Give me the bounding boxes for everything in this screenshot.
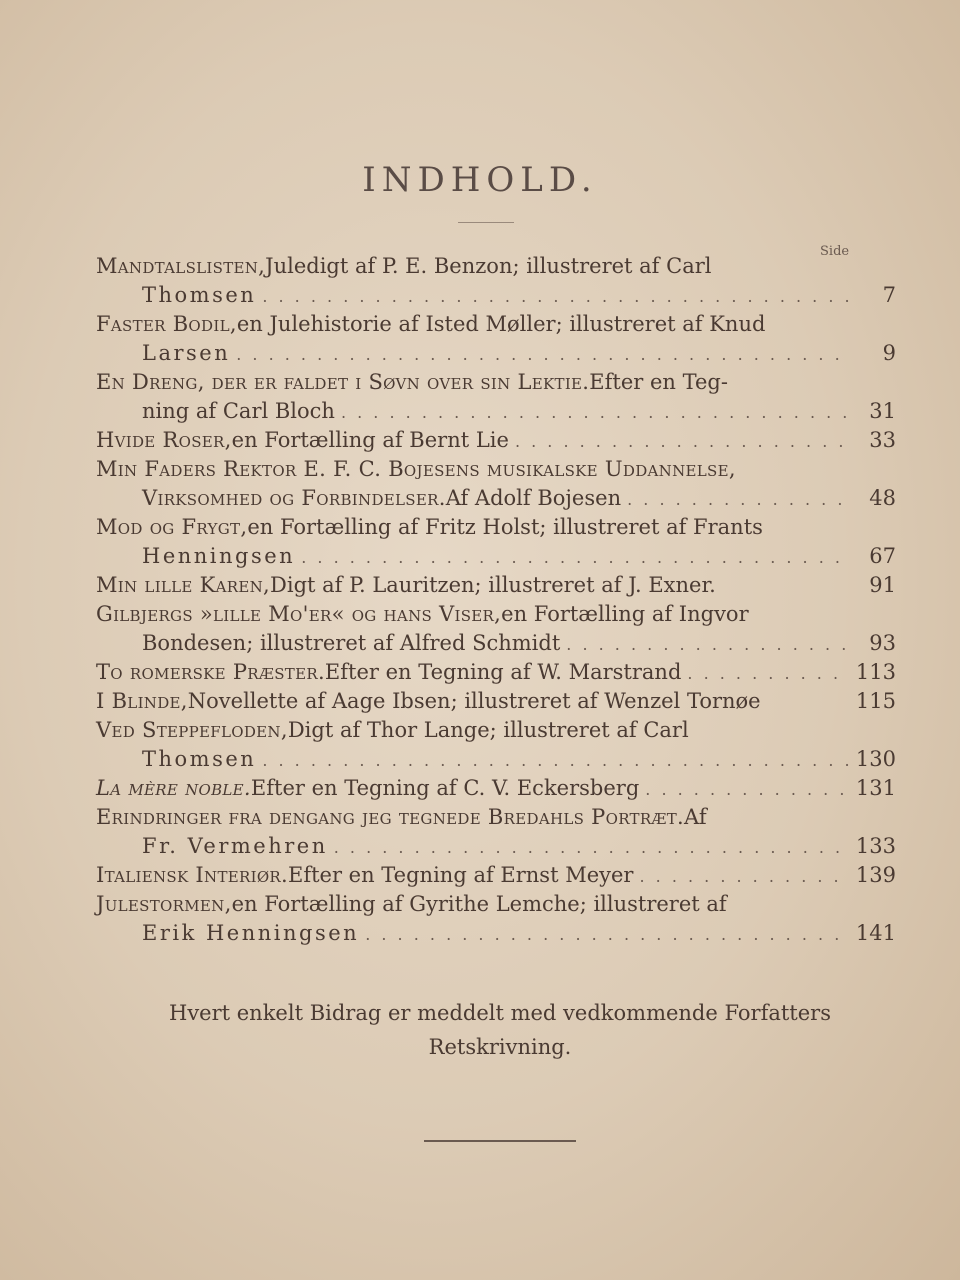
toc-entry[interactable] (96, 600, 896, 658)
entry-description: Digt af P. Lauritzen; illustreret af J. Exner. (270, 573, 716, 597)
entry-page-number: 131 (855, 776, 896, 800)
entry-page-number: 115 (855, 689, 896, 713)
entry-description: Novellette af Aage Ibsen; illustreret af Wenzel Tornøe (187, 689, 761, 713)
dot-leader (341, 398, 852, 427)
dot-leader (262, 282, 852, 311)
entry-title: Min lille Karen, (96, 573, 271, 597)
entry-continuation: Bondesen; illustreret af Alfred Schmidt (142, 631, 561, 655)
entry-page-number: 133 (855, 834, 896, 858)
entry-page-number: 9 (882, 341, 896, 365)
toc-entry[interactable] (96, 716, 896, 774)
entry-title: Min Faders Rektor E. F. C. Bojesens musikalske Uddannelse, (96, 457, 736, 481)
entry-title: Hvide Roser, (96, 428, 232, 452)
dot-leader (627, 485, 852, 514)
entry-continuation: Thomsen (142, 747, 257, 771)
entry-description: Af (684, 805, 707, 829)
toc-entry[interactable] (96, 368, 896, 426)
dot-leader (365, 920, 850, 949)
spelling-note: Hvert enkelt Bidrag er meddelt med vedkommende Forfatters Retskrivning. (169, 1001, 831, 1059)
dot-leader (515, 427, 852, 456)
toc-entry[interactable] (96, 571, 896, 600)
toc-entry[interactable] (96, 455, 896, 513)
entry-page-number: 48 (869, 486, 896, 510)
entry-description: Digt af Thor Lange; illustreret af Carl (287, 718, 689, 742)
entry-title: To romerske Præster. (96, 660, 325, 684)
entry-title: Mandtalslisten, (96, 254, 266, 278)
toc-entry[interactable] (96, 310, 896, 368)
entry-title: Mod og Frygt, (96, 515, 248, 539)
entry-page-number: 141 (855, 921, 896, 945)
entry-continuation: Fr. Vermehren (142, 834, 328, 858)
entry-continuation: ning af Carl Bloch (142, 399, 335, 423)
toc-entry[interactable] (96, 861, 896, 890)
toc-entry[interactable] (96, 426, 896, 455)
entry-continuation: Henningsen (142, 544, 296, 568)
entry-title: Faster Bodil, (96, 312, 237, 336)
dot-leader (645, 775, 850, 804)
entry-title: Gilbjergs »lille Mo'er« og hans Viser, (96, 602, 502, 626)
dot-leader (639, 862, 849, 891)
entry-page-number: 31 (869, 399, 896, 423)
entry-continuation: Larsen (142, 341, 231, 365)
entry-page-number: 130 (855, 747, 896, 771)
entry-description: en Fortælling af Bernt Lie (231, 428, 509, 452)
toc-entry[interactable] (96, 252, 896, 310)
entry-page-number: 139 (855, 863, 896, 887)
toc-entry[interactable] (96, 890, 896, 948)
toc-entry[interactable] (96, 658, 896, 687)
page-column-label: Side (820, 244, 850, 259)
dot-leader (301, 543, 852, 572)
entry-description: Efter en Tegning af W. Marstrand (324, 660, 682, 684)
entry-title: Julestormen, (96, 892, 232, 916)
entry-description: Efter en Teg- (589, 370, 728, 394)
dot-leader (566, 630, 852, 659)
entry-description: en Fortælling af Ingvor (501, 602, 749, 626)
entry-title: Italiensk Interiør. (96, 863, 288, 887)
title-divider (458, 222, 514, 223)
entry-page-number: 113 (855, 660, 896, 684)
toc-entry[interactable] (96, 774, 896, 803)
entry-page-number: 93 (869, 631, 896, 655)
entry-continuation: Erik Henningsen (142, 921, 360, 945)
entry-title: La mère noble. (96, 776, 251, 800)
toc-entry[interactable] (96, 687, 896, 716)
entry-title: En Dreng, der er faldet i Søvn over sin Lektie. (96, 370, 590, 394)
entry-page-number: 67 (869, 544, 896, 568)
entry-page-number: 33 (869, 428, 896, 452)
entry-description: en Fortælling af Gyrithe Lemche; illustreret af (231, 892, 727, 916)
bottom-divider (424, 1140, 576, 1142)
dot-leader (262, 746, 850, 775)
entry-title: Ved Steppefloden, (96, 718, 288, 742)
toc-entry[interactable] (96, 803, 896, 861)
entry-title: Erindringer fra dengang jeg tegnede Bredahls Portræt. (96, 805, 685, 829)
table-of-contents (96, 252, 896, 948)
entry-continuation: Thomsen (142, 283, 257, 307)
entry-description: Efter en Tegning af Ernst Meyer (288, 863, 634, 887)
dot-leader (334, 833, 850, 862)
toc-entry[interactable] (96, 513, 896, 571)
entry-page-number: 91 (869, 573, 896, 597)
entry-description: Efter en Tegning af C. V. Eckersberg (250, 776, 640, 800)
entry-page-number: 7 (882, 283, 896, 307)
entry-description: en Julehistorie af Isted Møller; illustreret af Knud (236, 312, 766, 336)
entry-description: en Fortælling af Fritz Holst; illustreret af Frants (247, 515, 763, 539)
entry-title: I Blinde, (96, 689, 188, 713)
entry-title-continuation: Virksomhed og Forbindelser. (142, 486, 446, 510)
entry-description: Af Adolf Bojesen (445, 486, 622, 510)
entry-description: Juledigt af P. E. Benzon; illustreret af Carl (265, 254, 712, 278)
dot-leader (687, 659, 850, 688)
page-title: INDHOLD. (362, 160, 598, 200)
dot-leader (236, 340, 852, 369)
